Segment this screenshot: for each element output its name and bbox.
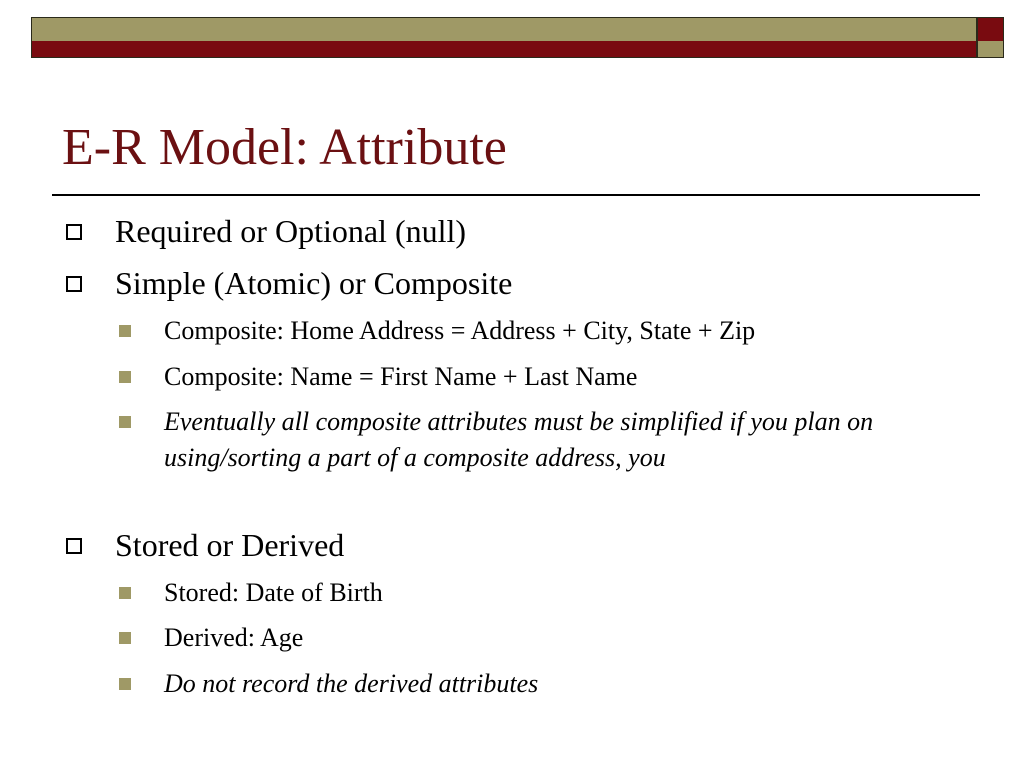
bullet-item-stored-derived (115, 525, 344, 565)
bullet-text: Eventually all composite attributes must be simplified if you plan on using/sorting a part of a composite address, you (164, 407, 874, 472)
bullet-text: Required or Optional (null) (115, 213, 467, 249)
sub-bullet-item-home-address (164, 313, 755, 349)
bullet-item-simple-composite (115, 263, 512, 303)
filled-square-icon (119, 587, 131, 599)
hollow-square-icon (66, 276, 82, 292)
bullet-text: Stored: Date of Birth (164, 578, 383, 607)
filled-square-icon (119, 632, 131, 644)
filled-square-icon (119, 678, 131, 690)
bullet-text: Composite: Name = First Name + Last Name (164, 362, 638, 391)
sub-bullet-item-stored (164, 575, 383, 611)
bullet-text: Simple (Atomic) or Composite (115, 265, 513, 301)
sub-bullet-item-derived (164, 620, 303, 656)
sub-bullet-item-do-not-record (164, 666, 538, 702)
filled-square-icon (119, 416, 131, 428)
bullet-item-required-optional (115, 211, 466, 251)
filled-square-icon (119, 325, 131, 337)
hollow-square-icon (66, 224, 82, 240)
sub-bullet-item-name (164, 359, 637, 395)
bullet-text: Do not record the derived attributes (164, 669, 539, 698)
sub-bullet-item-simplify-note (164, 404, 964, 476)
filled-square-icon (119, 371, 131, 383)
bullet-text: Stored or Derived (115, 527, 345, 563)
slide-title: E-R Model: Attribute (62, 119, 507, 176)
bullet-text: Composite: Home Address = Address + City, State + Zip (164, 316, 756, 345)
hollow-square-icon (66, 538, 82, 554)
bullet-text: Derived: Age (164, 623, 304, 652)
